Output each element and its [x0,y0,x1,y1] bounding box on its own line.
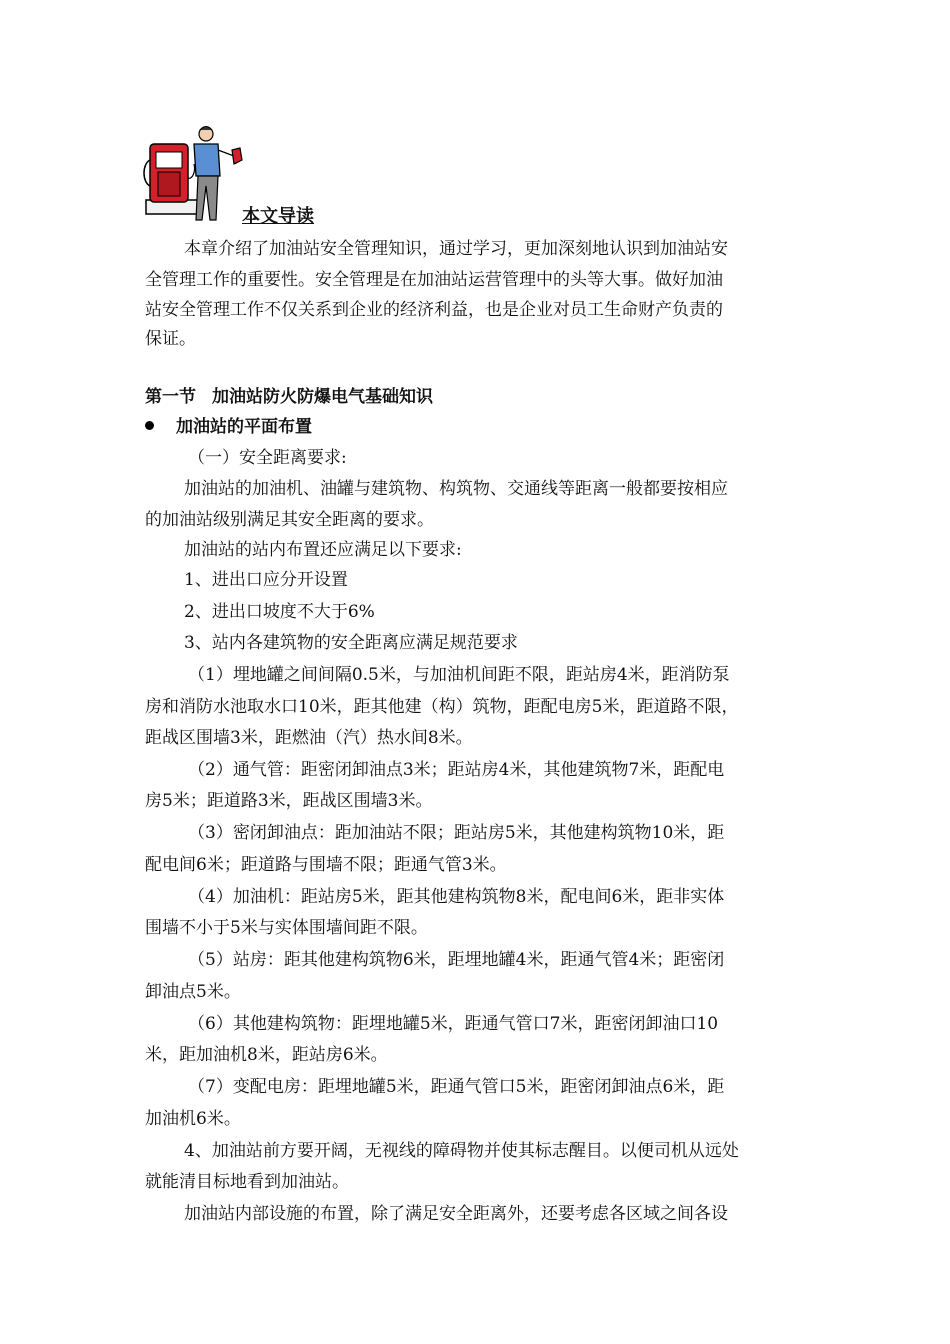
body-line: 2、进出口坡度不大于6% [184,602,375,622]
intro-line: 保证。 [145,329,196,349]
bullet-icon [145,421,154,430]
body-line: 的加油站级别满足其安全距离的要求。 [145,510,434,530]
body-line: 加油站的站内布置还应满足以下要求: [184,540,462,560]
body-line: 米，距加油机8米，距站房6米。 [145,1045,388,1065]
bullet-label: 加油站的平面布置 [176,417,312,437]
body-line: 围墙不小于5米与实体围墙间距不限。 [145,918,428,938]
body-line: （1）埋地罐之间间隔0.5米，与加油机间距不限，距站房4米，距消防泵 [188,665,730,685]
body-line: （5）站房：距其他建构筑物6米，距埋地罐4米，距通气管4米；距密闭 [188,950,725,970]
body-line: 房和消防水池取水口10米，距其他建（构）筑物，距配电房5米，距道路不限， [145,697,739,717]
intro-line: 全管理工作的重要性。安全管理是在加油站运营管理中的头等大事。做好加油 [145,270,723,290]
section-title-text: 加油站防火防爆电气基础知识 [212,387,433,407]
body-line: （3）密闭卸油点：距加油站不限；距站房5米，其他建构筑物10米，距 [188,823,725,843]
section-number: 第一节 [145,387,196,407]
body-line: （2）通气管：距密闭卸油点3米；距站房4米，其他建筑物7米，距配电 [188,760,725,780]
section-title [145,382,433,407]
body-line: 4、加油站前方要开阔，无视线的障碍物并使其标志醒目。以便司机从远处 [184,1141,739,1161]
bullet-heading [145,412,312,437]
intro-line: 站安全管理工作不仅关系到企业的经济利益，也是企业对员工生命财产负责的 [145,300,723,320]
body-line: （7）变配电房：距埋地罐5米，距通气管口5米，距密闭卸油点6米，距 [188,1077,725,1097]
intro-line: 本章介绍了加油站安全管理知识，通过学习，更加深刻地认识到加油站安 [184,239,728,259]
body-line: 卸油点5米。 [145,982,241,1002]
body-line: （6）其他建构筑物：距埋地罐5米，距通气管口7米，距密闭卸油口10 [188,1014,719,1034]
body-line: 1、进出口应分开设置 [184,570,348,590]
body-line: 配电间6米；距道路与围墙不限；距通气管3米。 [145,855,507,875]
body-line: （一）安全距离要求: [188,448,347,468]
body-line: 房5米；距道路3米，距战区围墙3米。 [145,791,433,811]
body-line: 加油机6米。 [145,1109,241,1129]
body-line: 3、站内各建筑物的安全距离应满足规范要求 [184,633,518,653]
body-line: 加油站内部设施的布置，除了满足安全距离外，还要考虑各区域之间各设 [184,1204,728,1224]
gas-station-attendant-icon [140,120,250,230]
intro-heading: 本文导读 [242,206,314,227]
body-line: 距战区围墙3米，距燃油（汽）热水间8米。 [145,728,473,748]
body-line: 就能清目标地看到加油站。 [145,1172,349,1192]
body-line: （4）加油机：距站房5米，距其他建构筑物8米，配电间6米，距非实体 [188,887,725,907]
body-line: 加油站的加油机、油罐与建筑物、构筑物、交通线等距离一般都要按相应 [184,479,728,499]
